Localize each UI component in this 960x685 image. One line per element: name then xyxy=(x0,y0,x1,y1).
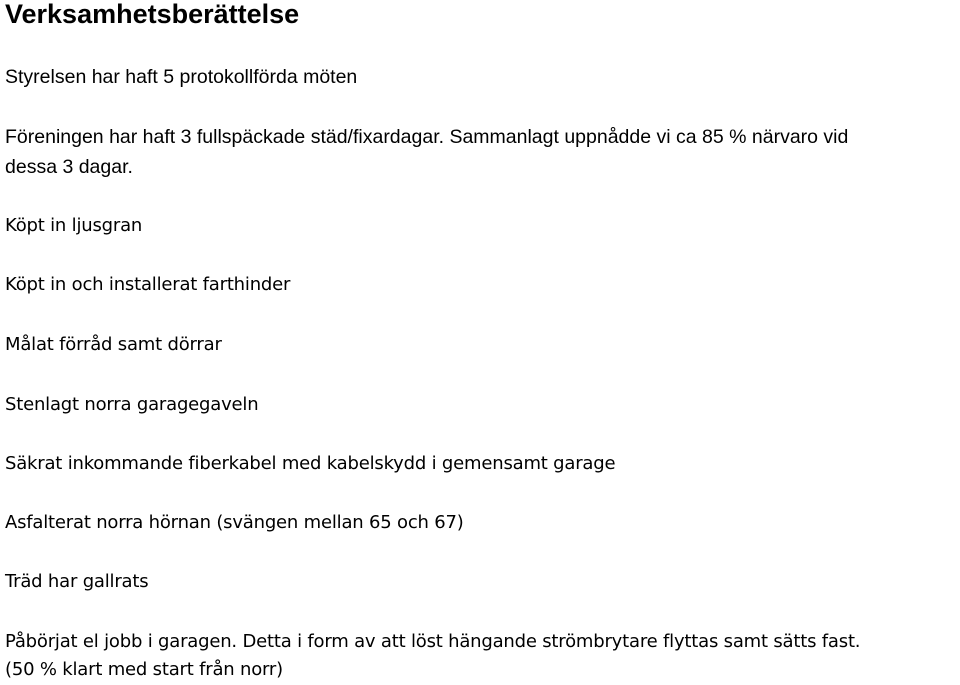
paragraph-meetings: Styrelsen har haft 5 protokollförda möten xyxy=(5,66,358,88)
paragraph-cleanup-days-line1: Föreningen har haft 3 fullspäckade städ/fixardagar. Sammanlagt uppnådde vi ca 85 % närvaro vid xyxy=(5,126,849,148)
document-title: Verksamhetsberättelse xyxy=(5,0,300,29)
paragraph-garage-electrical-line2: (50 % klart med start från norr) xyxy=(5,659,283,680)
paragraph-paved-gable: Stenlagt norra garagegaveln xyxy=(5,394,259,415)
paragraph-speed-bumps: Köpt in och installerat farthinder xyxy=(5,274,291,295)
paragraph-fiber-cable: Säkrat inkommande fiberkabel med kabelskydd i gemensamt garage xyxy=(5,453,616,474)
paragraph-christmas-tree: Köpt in ljusgran xyxy=(5,215,143,236)
paragraph-asphalt-corner: Asfalterat norra hörnan (svängen mellan 65 och 67) xyxy=(5,512,464,533)
paragraph-cleanup-days-line2: dessa 3 dagar. xyxy=(5,156,133,178)
paragraph-garage-electrical-line1: Påbörjat el jobb i garagen. Detta i form av att löst hängande strömbrytare flyttas samt sätts fast. xyxy=(5,631,861,652)
paragraph-trees-thinned: Träd har gallrats xyxy=(5,571,149,592)
paragraph-painted-shed: Målat förråd samt dörrar xyxy=(5,334,222,355)
